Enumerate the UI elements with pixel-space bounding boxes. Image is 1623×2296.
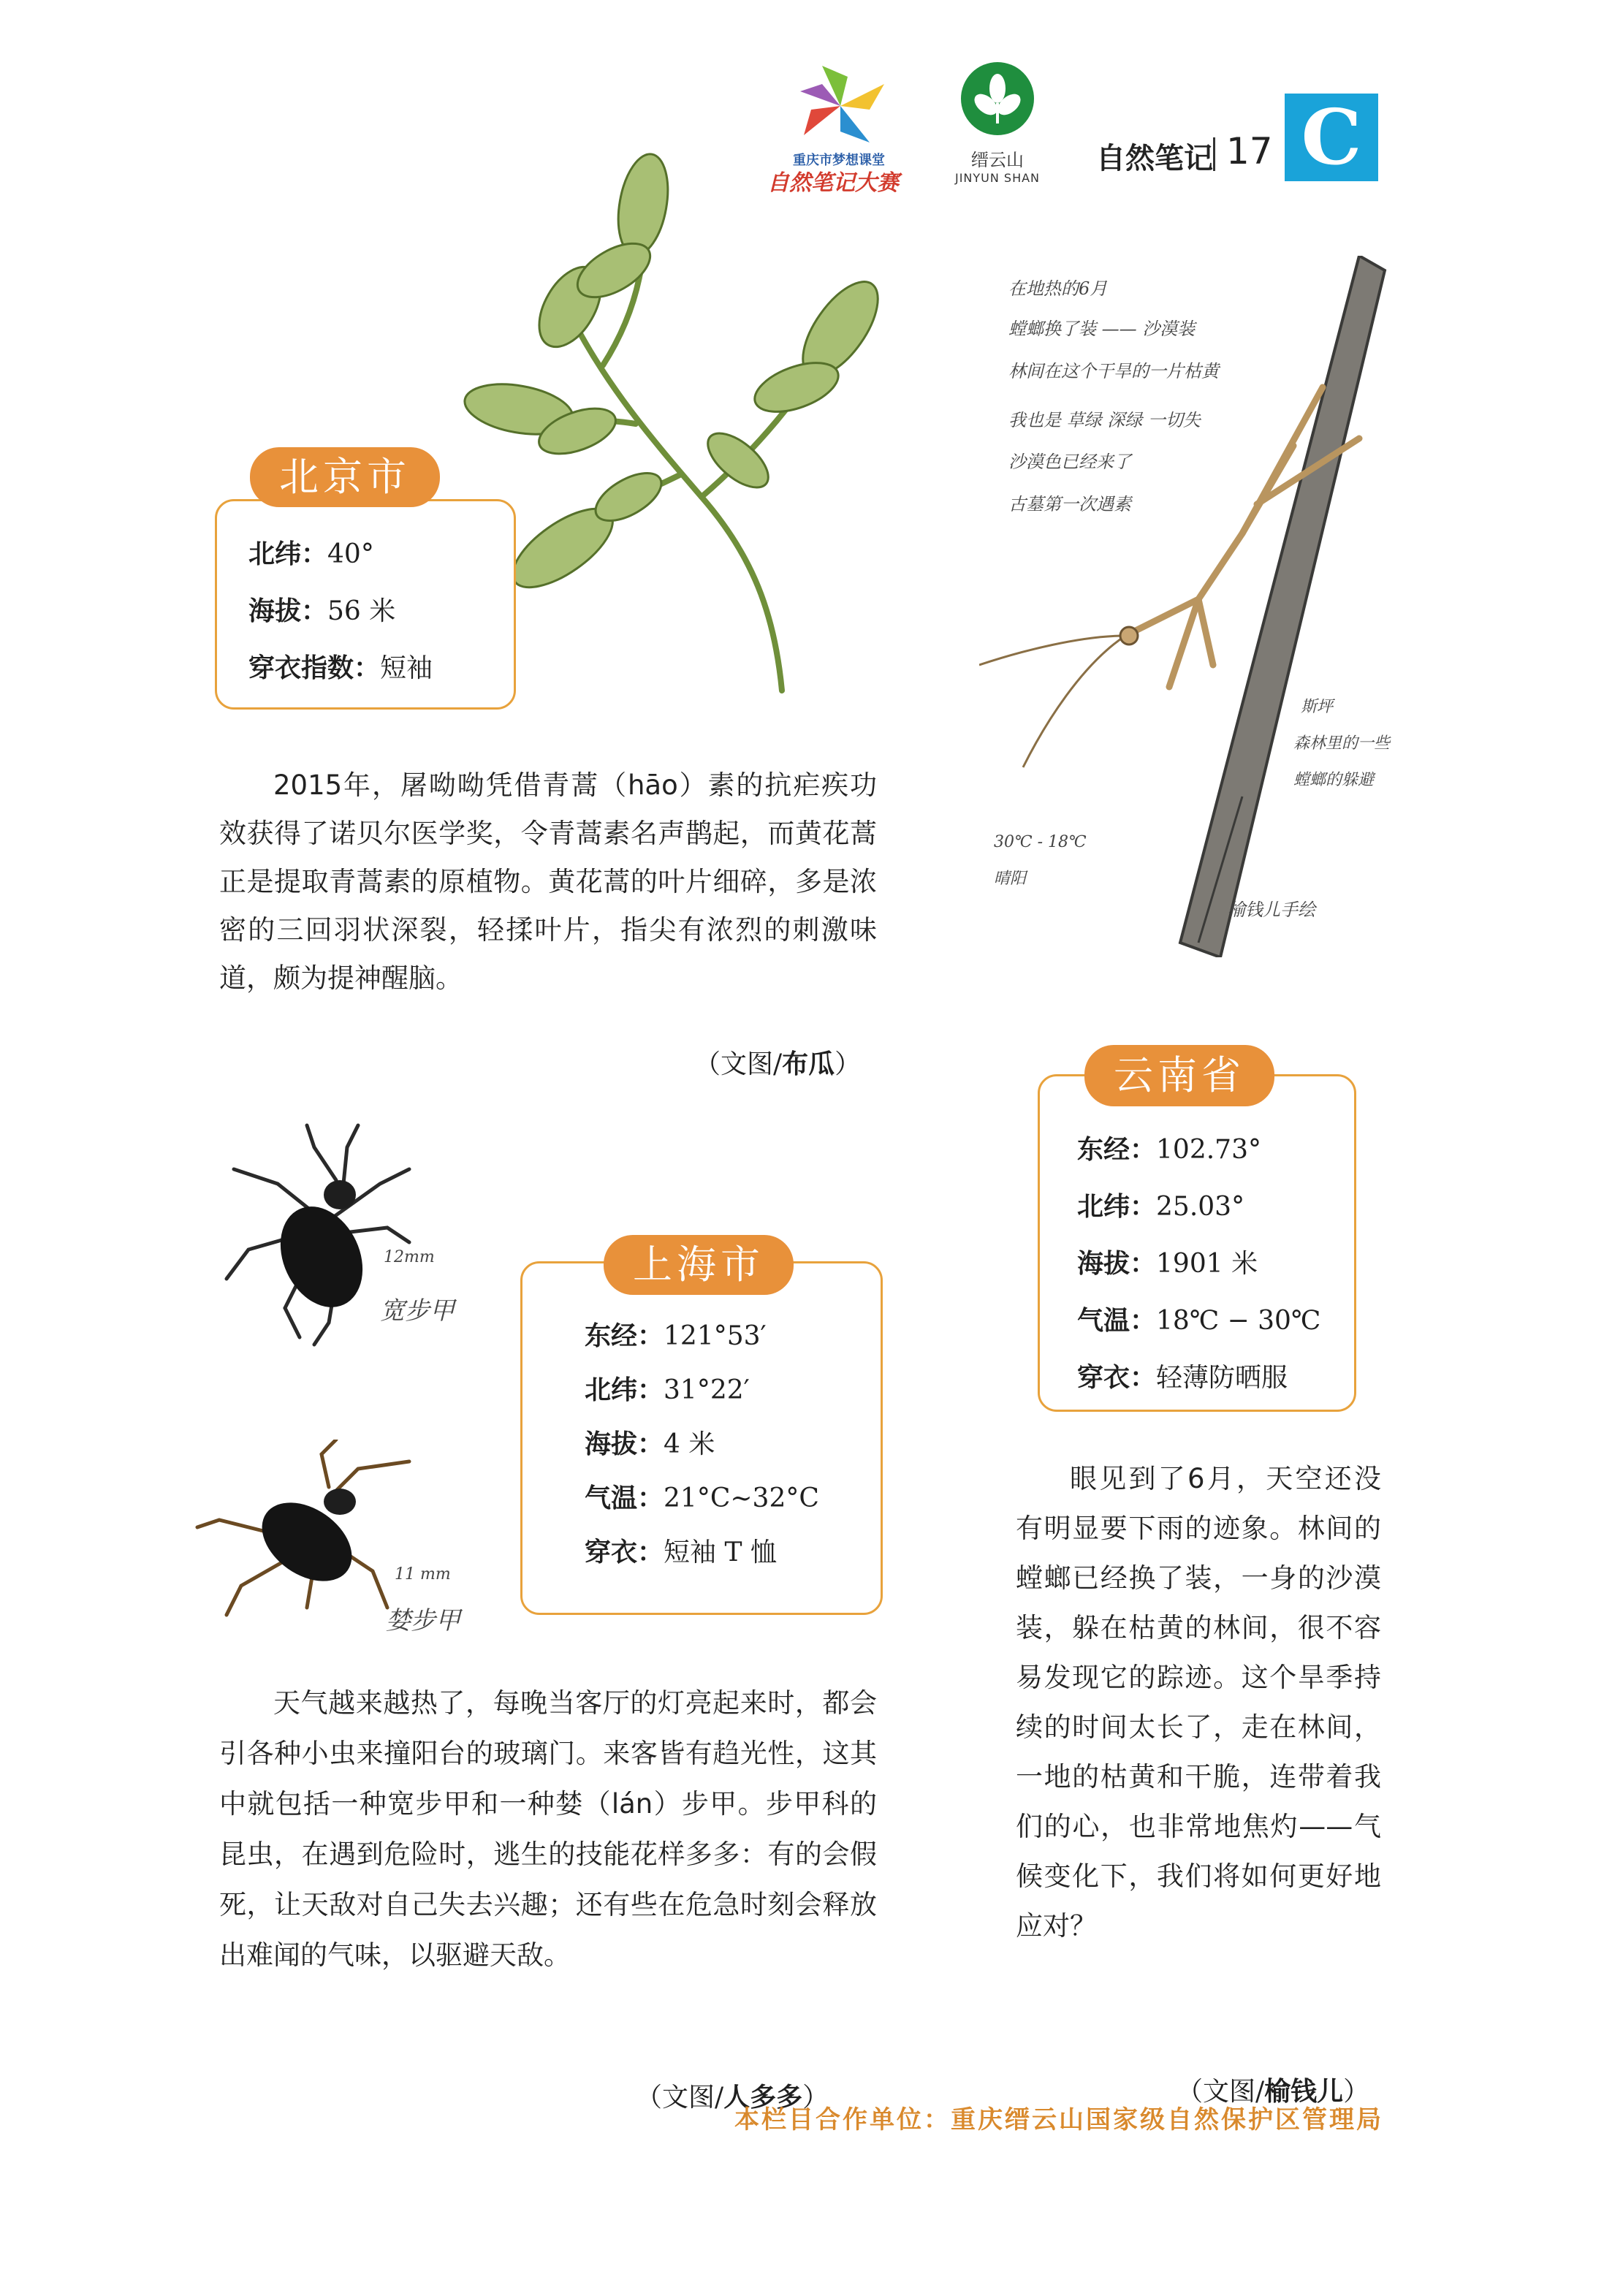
leaf-emblem-icon: [961, 62, 1034, 135]
shanghai-temperature-row: 气温：21°C~32°C: [585, 1483, 819, 1513]
yunnan-article-text: 眼见到了6月，天空还没有明显要下雨的迹象。林间的螳螂已经换了装，一身的沙漠装，躲在枯黄的林间，很不容易发现它的踪迹。这个旱季持续的时间太长了，走在林间，一地的枯黄和干脆，连带着我们的心，也非常地焦灼——气候变化下，我们将如何更好地应对？: [1016, 1463, 1381, 1942]
shanghai-credit: （文图/人多多）: [636, 2083, 829, 2113]
yunnan-info-rows: [1077, 1122, 1320, 1407]
section-name: 自然笔记: [1096, 142, 1213, 175]
contest-logo-line2: 自然笔记大赛: [767, 170, 899, 196]
beetle2-name-label: 婪步甲: [386, 1606, 460, 1635]
partner-footer: 本栏目合作单位：重庆缙云山国家级自然保护区管理局: [734, 2105, 1383, 2135]
beijing-latitude-row: 北纬：40°: [248, 539, 374, 569]
page-number: 17: [1226, 130, 1273, 172]
jinyunshan-name: 缙云山: [971, 150, 1024, 170]
jinyunshan-name-en: JINYUN SHAN: [954, 171, 1041, 185]
yunnan-credit: （文图/榆钱儿）: [1177, 2077, 1370, 2107]
beijing-altitude-row: 海拔：56 米: [248, 596, 396, 626]
beijing-card-title: 北京市: [250, 447, 440, 507]
header-divider: [1213, 137, 1215, 171]
beijing-article-text: 2015年，屠呦呦凭借青蒿（hāo）素的抗疟疾功效获得了诺贝尔医学奖，令青蒿素名声鹊起，而黄花蒿正是提取青蒿素的原植物。黄花蒿的叶片细碎，多是浓密的三回羽状深裂，轻揉叶片，指尖有浓烈的刺激味道，颇为提神醒脑。: [219, 769, 877, 994]
section-letter-badge: C: [1285, 94, 1378, 181]
beijing-credit: （文图/布瓜）: [694, 1049, 862, 1079]
shanghai-latitude-row: 北纬：31°22′: [585, 1375, 750, 1405]
shanghai-longitude-row: 东经：121°53′: [585, 1321, 767, 1351]
shanghai-info-rows: [585, 1309, 819, 1580]
shanghai-clothing-row: 穿衣：短袖 T 恤: [585, 1537, 777, 1567]
beetle1-name-label: 宽步甲: [380, 1296, 455, 1326]
contest-logo-line1: 重庆市梦想课堂: [793, 153, 885, 168]
shanghai-card-title: 上海市: [604, 1235, 794, 1295]
pinwheel-logo-icon: [760, 62, 921, 150]
shanghai-altitude-row: 海拔：4 米: [585, 1429, 715, 1459]
lan-ground-beetle-illustration: [190, 1440, 424, 1622]
mantis-on-branch-illustration: 在地热的6月 螳螂换了装 —— 沙漠装 林间在这个干旱的一片枯黄 我也是 草绿 深绿 一切失 沙漠色已经来了 古墓第一次遇素 斯坪 森林里的一些 螳螂的躲避 30℃ - 18℃ 晴阳 榆钱儿手绘: [979, 256, 1388, 957]
yunnan-clothing-row: 穿衣：轻薄防晒服: [1077, 1363, 1288, 1393]
shanghai-article-text: 天气越来越热了，每晚当客厅的灯亮起来时，都会引各种小虫来撞阳台的玻璃门。来客皆有趋光性，这其中就包括一种宽步甲和一种婪（lán）步甲。步甲科的昆虫，在遇到危险时，逃生的技能花样多多：有的会假死，让天敌对自己失去兴趣；还有些在危急时刻会释放出难闻的气味，以驱避天敌。: [219, 1687, 877, 1971]
yunnan-longitude-row: 东经：102.73°: [1077, 1135, 1261, 1165]
yunnan-latitude-row: 北纬：25.03°: [1077, 1192, 1245, 1222]
beijing-info-rows: [248, 526, 433, 697]
yunnan-temperature-row: 气温：18℃ − 30℃: [1077, 1306, 1321, 1336]
yunnan-altitude-row: 海拔：1901 米: [1077, 1249, 1258, 1279]
jinyunshan-logo: [950, 62, 1045, 186]
beetle1-size-label: 12mm: [384, 1248, 435, 1266]
beijing-clothing-row: 穿衣指数：短袖: [248, 653, 433, 683]
artemisia-plant-illustration: [460, 146, 928, 702]
yunnan-card-title: 云南省: [1084, 1045, 1274, 1106]
beetle2-size-label: 11 mm: [395, 1565, 451, 1584]
